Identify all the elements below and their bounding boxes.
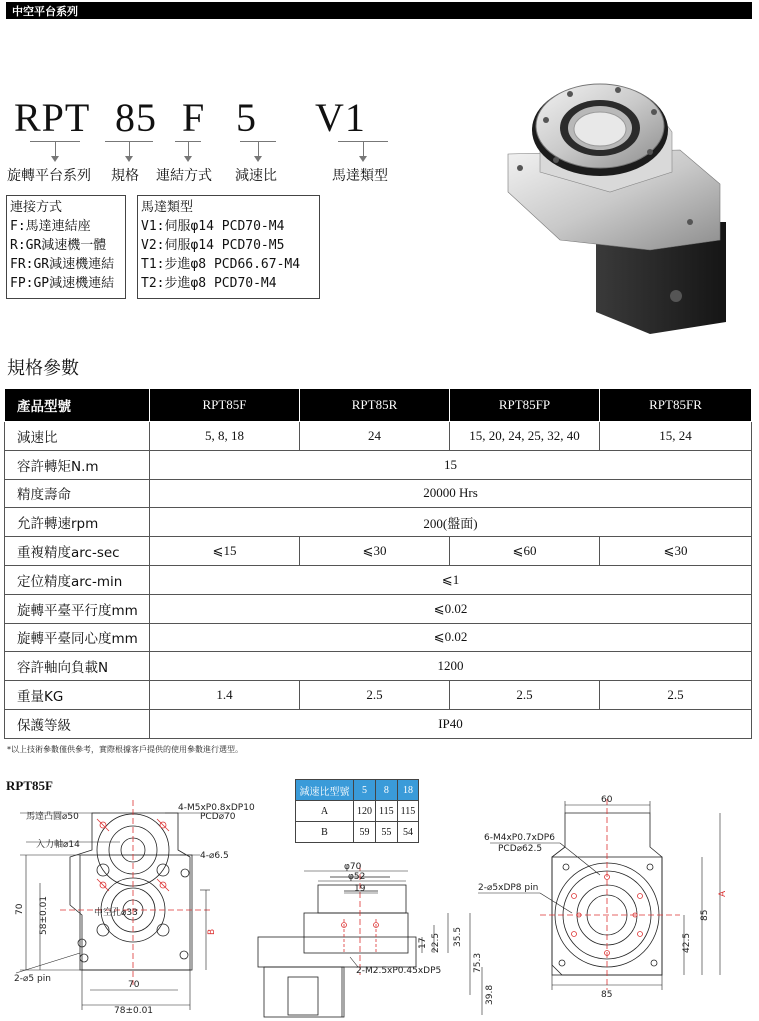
ratio-cell: 59	[354, 822, 376, 843]
spec-row-name: 允許轉速rpm	[5, 508, 150, 537]
ratio-header-cell: 18	[397, 780, 419, 801]
spec-row	[5, 479, 752, 508]
drawing-label: RPT85F	[6, 778, 53, 793]
code-size: 85	[115, 95, 157, 140]
spec-cell: 2.5	[600, 681, 752, 710]
hollow-label: 中空孔⌀33	[94, 908, 138, 918]
spec-row	[5, 450, 752, 479]
motor-item: T2:步進φ8 PCD70-M4	[141, 276, 277, 291]
spec-cell: ⩽0.02	[150, 623, 752, 652]
spec-header-row	[5, 389, 752, 422]
ratio-cell: 54	[397, 822, 419, 843]
ratio-header-cell: 8	[376, 780, 398, 801]
spec-title: 規格參數	[7, 358, 79, 379]
motor-box	[137, 195, 320, 299]
code-ratio: 5	[236, 95, 257, 140]
spec-row-name: 保護等級	[5, 709, 150, 738]
spec-cell: 24	[300, 422, 450, 451]
right-pins-label: 2-⌀5xDP8 pin	[478, 883, 539, 893]
product-photo	[500, 72, 748, 340]
dim-a: A	[718, 890, 728, 897]
spec-row	[5, 565, 752, 594]
drawing-front-view	[0, 795, 280, 1021]
spec-row	[5, 681, 752, 710]
spec-cell: ⩽0.02	[150, 594, 752, 623]
header-bar	[6, 2, 752, 19]
dim-58: 58±0.01	[39, 895, 49, 935]
motor-box-title: 馬達類型	[141, 200, 194, 215]
spec-row-name: 精度壽命	[5, 479, 150, 508]
dim-78: 78±0.01	[114, 1006, 154, 1016]
right-bolts-label: 6-M4xP0.7xDP6	[484, 833, 555, 843]
dim-85-v: 85	[700, 909, 710, 921]
connection-box-title: 連接方式	[10, 200, 63, 215]
dim-d70: φ70	[344, 862, 362, 872]
motor-item: V1:伺服φ14 PCD70-M4	[141, 219, 285, 234]
bolt-label: 4-M5xP0.8xDP10	[178, 803, 255, 813]
spec-header-cell: RPT85R	[300, 389, 450, 422]
dim-17: 17	[418, 937, 428, 949]
label-connection: 連結方式	[156, 168, 212, 184]
code-arrow	[359, 156, 367, 162]
dim-35: 35.5	[453, 926, 463, 947]
spec-cell: IP40	[150, 709, 752, 738]
spec-header-cell: RPT85F	[150, 389, 300, 422]
spec-cell: 1200	[150, 652, 752, 681]
ratio-row	[296, 822, 419, 843]
drawing-side-view	[250, 855, 500, 1021]
ratio-table	[295, 779, 419, 843]
spec-row	[5, 652, 752, 681]
right-pcd-label: PCD⌀62.5	[498, 844, 543, 854]
dim-70-v: 70	[15, 903, 25, 915]
code-motor: V1	[315, 95, 366, 140]
header-title: 中空平台系列	[12, 5, 78, 18]
spec-cell: ⩽30	[300, 537, 450, 566]
motor-item: V2:伺服φ14 PCD70-M5	[141, 238, 285, 253]
spec-cell: 20000 Hrs	[150, 479, 752, 508]
ratio-cell: 115	[376, 801, 398, 822]
spec-row	[5, 537, 752, 566]
thread-label: 2-M2.5xP0.45xDP5	[356, 966, 442, 976]
spec-row	[5, 508, 752, 537]
connection-item: F:馬達連結座	[10, 219, 91, 234]
spec-cell: 15, 20, 24, 25, 32, 40	[450, 422, 600, 451]
input-shaft-label: 入力軸⌀14	[36, 840, 80, 850]
connection-item: R:GR減速機一體	[10, 238, 107, 253]
spec-header-cell: 產品型號	[5, 389, 150, 422]
spec-row	[5, 422, 752, 451]
spec-row-name: 容許轉矩N.m	[5, 450, 150, 479]
spec-row-name: 減速比	[5, 422, 150, 451]
spec-row	[5, 594, 752, 623]
code-arrow	[125, 156, 133, 162]
dim-70-h: 70	[128, 980, 140, 990]
connection-item: FR:GR減速機連結	[10, 257, 115, 272]
connection-item: FP:GP減速機連結	[10, 276, 115, 291]
spec-cell: 200(盤面)	[150, 508, 752, 537]
spec-row-name: 重量KG	[5, 681, 150, 710]
motor-item: T1:步進φ8 PCD66.67-M4	[141, 257, 301, 272]
ratio-cell: A	[296, 801, 354, 822]
dim-22: 22.5	[431, 932, 441, 953]
ratio-row	[296, 801, 419, 822]
drawing-top-view	[470, 785, 759, 1021]
dim-85-h: 85	[601, 990, 613, 1000]
spec-row-name: 旋轉平臺平行度mm	[5, 594, 150, 623]
spec-note: *以上技術參數僅供參考，實際根據客戶提供的使用參數進行選型。	[7, 745, 243, 754]
spec-cell: ⩽30	[600, 537, 752, 566]
ratio-cell: B	[296, 822, 354, 843]
dim-39: 39.8	[485, 984, 495, 1005]
spec-cell: 15, 24	[600, 422, 752, 451]
spec-cell: 15	[150, 450, 752, 479]
code-arrow	[254, 156, 262, 162]
spec-cell: 2.5	[300, 681, 450, 710]
ratio-header-cell: 減速比型號	[296, 780, 354, 801]
ratio-cell: 55	[376, 822, 398, 843]
spec-cell: 1.4	[150, 681, 300, 710]
code-arrow	[184, 156, 192, 162]
ratio-header-cell: 5	[354, 780, 376, 801]
spec-row-name: 容許軸向負載N	[5, 652, 150, 681]
label-ratio: 減速比	[235, 168, 277, 184]
label-motor: 馬達類型	[332, 168, 388, 184]
dim-w60: 60	[601, 795, 613, 805]
dim-42: 42.5	[682, 932, 692, 953]
spec-table	[4, 388, 752, 739]
connection-box	[6, 195, 126, 299]
dim-b: B	[207, 928, 217, 935]
label-series: 旋轉平台系列	[7, 168, 91, 184]
code-arrow	[51, 156, 59, 162]
spec-row-name: 旋轉平臺同心度mm	[5, 623, 150, 652]
holes-label: 4-⌀6.5	[200, 851, 229, 861]
code-connection: F	[182, 95, 206, 140]
pcd-label: PCD⌀70	[200, 812, 236, 822]
spec-row	[5, 623, 752, 652]
dim-75: 75.3	[473, 952, 483, 973]
spec-cell: ⩽15	[150, 537, 300, 566]
dim-d19: 19	[354, 884, 366, 894]
spec-row	[5, 709, 752, 738]
spec-cell: 5, 8, 18	[150, 422, 300, 451]
code-series: RPT	[14, 95, 91, 140]
spec-row-name: 定位精度arc-min	[5, 565, 150, 594]
spec-header-cell: RPT85FP	[450, 389, 600, 422]
ratio-cell: 120	[354, 801, 376, 822]
spec-cell: 2.5	[450, 681, 600, 710]
spec-row-name: 重複精度arc-sec	[5, 537, 150, 566]
spec-header-cell: RPT85FR	[600, 389, 752, 422]
pins-label: 2-⌀5 pin	[14, 974, 51, 984]
label-size: 規格	[111, 168, 139, 184]
spec-cell: ⩽60	[450, 537, 600, 566]
ratio-cell: 115	[397, 801, 419, 822]
dim-d52: φ52	[348, 872, 366, 882]
motor-flange-label: 馬達凸圓⌀50	[26, 812, 79, 822]
spec-cell: ⩽1	[150, 565, 752, 594]
ratio-header-row	[296, 780, 419, 801]
